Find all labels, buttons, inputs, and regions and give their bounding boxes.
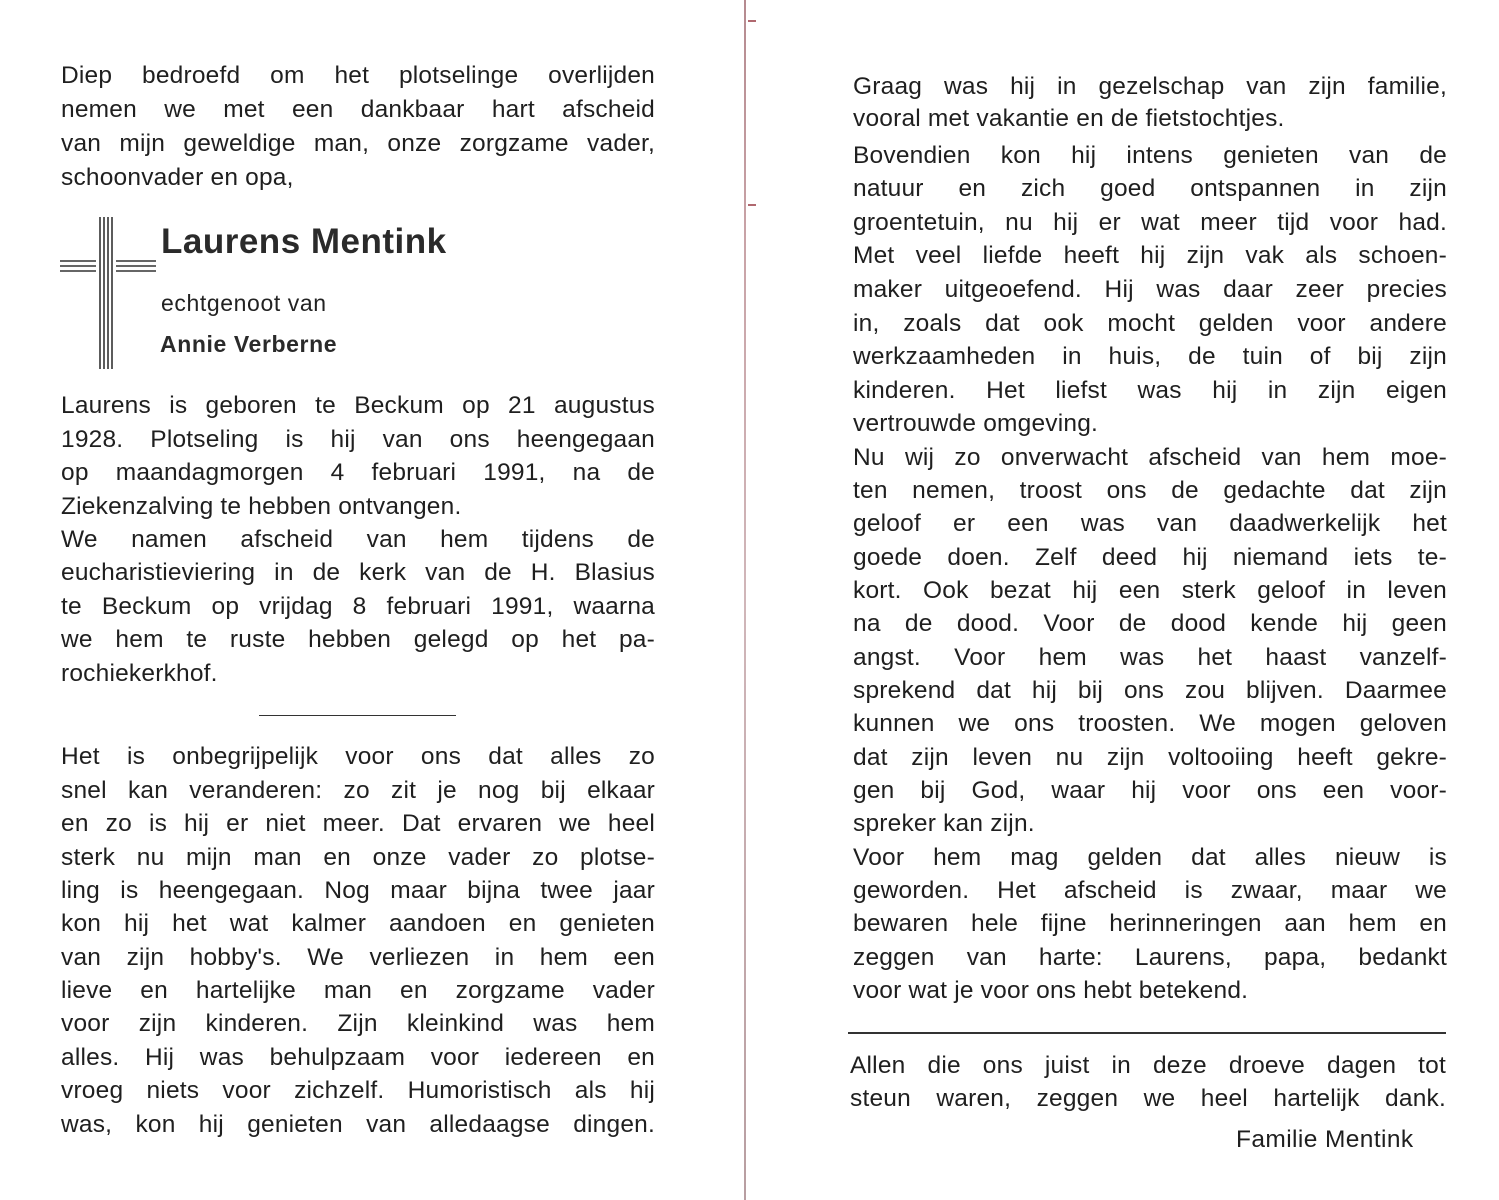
text-line: Nu wij zo onverwacht afscheid van hem moe- [853, 444, 1447, 471]
text-line: op maandagmorgen 4 februari 1991, na de [61, 459, 655, 486]
text-line: van zijn hobby's. We verliezen in hem een [61, 944, 655, 971]
text-line: van mijn geweldige man, onze zorgzame vader, [61, 130, 655, 157]
text-line: steun waren, zeggen we heel hartelijk dank. [850, 1085, 1446, 1112]
text-line: schoonvader en opa, [61, 164, 294, 191]
text-line: angst. Voor hem was het haast vanzelf- [853, 644, 1447, 671]
text-line: kort. Ook bezat hij een sterk geloof in leven [853, 577, 1447, 604]
text-line: bewaren hele fijne herinneringen aan hem en [853, 910, 1447, 937]
text-line: ten nemen, troost ons de gedachte dat zijn [853, 477, 1447, 504]
text-line: kinderen. Het liefst was hij in zijn eigen [853, 377, 1447, 404]
text-line: Diep bedroefd om het plotselinge overlijden [61, 62, 655, 89]
text-line: was, kon hij genieten van alledaagse dingen. [61, 1111, 655, 1138]
text-line: nemen we met een dankbaar hart afscheid [61, 96, 655, 123]
text-line: ling is heengegaan. Nog maar bijna twee jaar [61, 877, 655, 904]
text-line: en zo is hij er niet meer. Dat ervaren we heel [61, 810, 655, 837]
section-divider [259, 715, 456, 716]
text-line: in, zoals dat ook mocht gelden voor andere [853, 310, 1447, 337]
text-line: alles. Hij was behulpzaam voor iedereen en [61, 1044, 655, 1071]
text-line: natuur en zich goed ontspannen in zijn [853, 175, 1447, 202]
spouse-label: echtgenoot van [161, 290, 327, 316]
family-signature: Familie Mentink [1236, 1126, 1414, 1153]
deceased-name: Laurens Mentink [161, 222, 447, 261]
text-line: Voor hem mag gelden dat alles nieuw is [853, 844, 1447, 871]
text-line: groentetuin, nu hij er wat meer tijd voor had. [853, 209, 1447, 236]
text-line: snel kan veranderen: zo zit je nog bij elkaar [61, 777, 655, 804]
text-line: vroeg niets voor zichzelf. Humoristisch als hij [61, 1077, 655, 1104]
text-line: We namen afscheid van hem tijdens de [61, 526, 655, 553]
text-line: werkzaamheden in huis, de tuin of bij zijn [853, 343, 1447, 370]
text-line: Met veel liefde heeft hij zijn vak als schoen- [853, 242, 1447, 269]
text-line: vertrouwde omgeving. [853, 410, 1099, 437]
section-divider [848, 1032, 1446, 1034]
text-line: spreker kan zijn. [853, 810, 1035, 837]
spouse-name: Annie Verberne [160, 331, 338, 357]
text-line: we hem te ruste hebben gelegd op het pa- [61, 626, 655, 653]
text-line: vooral met vakantie en de fietstochtjes. [853, 105, 1285, 132]
latin-cross-icon [60, 217, 156, 369]
text-line: rochiekerkhof. [61, 660, 218, 687]
text-line: na de dood. Voor de dood kende hij geen [853, 610, 1447, 637]
text-line: maker uitgeoefend. Hij was daar zeer precies [853, 276, 1447, 303]
text-line: Het is onbegrijpelijk voor ons dat alles zo [61, 743, 655, 770]
text-line: Allen die ons juist in deze droeve dagen tot [850, 1052, 1446, 1079]
text-line: zeggen van harte: Laurens, papa, bedankt [853, 944, 1447, 971]
text-line: Bovendien kon hij intens genieten van de [853, 142, 1447, 169]
text-line: Laurens is geboren te Beckum op 21 augustus [61, 392, 655, 419]
text-line: 1928. Plotseling is hij van ons heengegaan [61, 426, 655, 453]
text-line: eucharistieviering in de kerk van de H. Blasius [61, 559, 655, 586]
text-line: gen bij God, waar hij voor ons een voor- [853, 777, 1447, 804]
text-line: kon hij het wat kalmer aandoen en genieten [61, 910, 655, 937]
text-line: te Beckum op vrijdag 8 februari 1991, waarna [61, 593, 655, 620]
text-line: Ziekenzalving te hebben ontvangen. [61, 493, 462, 520]
text-line: voor wat je voor ons hebt betekend. [853, 977, 1249, 1004]
text-line: kunnen we ons troosten. We mogen geloven [853, 710, 1447, 737]
text-line: geworden. Het afscheid is zwaar, maar we [853, 877, 1447, 904]
text-line: goede doen. Zelf deed hij niemand iets te- [853, 544, 1447, 571]
text-line: sterk nu mijn man en onze vader zo plotse- [61, 844, 655, 871]
text-line: lieve en hartelijke man en zorgzame vader [61, 977, 655, 1004]
text-line: Graag was hij in gezelschap van zijn familie, [853, 73, 1447, 100]
text-line: voor zijn kinderen. Zijn kleinkind was hem [61, 1010, 655, 1037]
text-line: geloof er een was van daadwerkelijk het [853, 510, 1447, 537]
text-line: dat zijn leven nu zijn voltooiing heeft gekre- [853, 744, 1447, 771]
text-line: sprekend dat hij bij ons zou blijven. Daarmee [853, 677, 1447, 704]
